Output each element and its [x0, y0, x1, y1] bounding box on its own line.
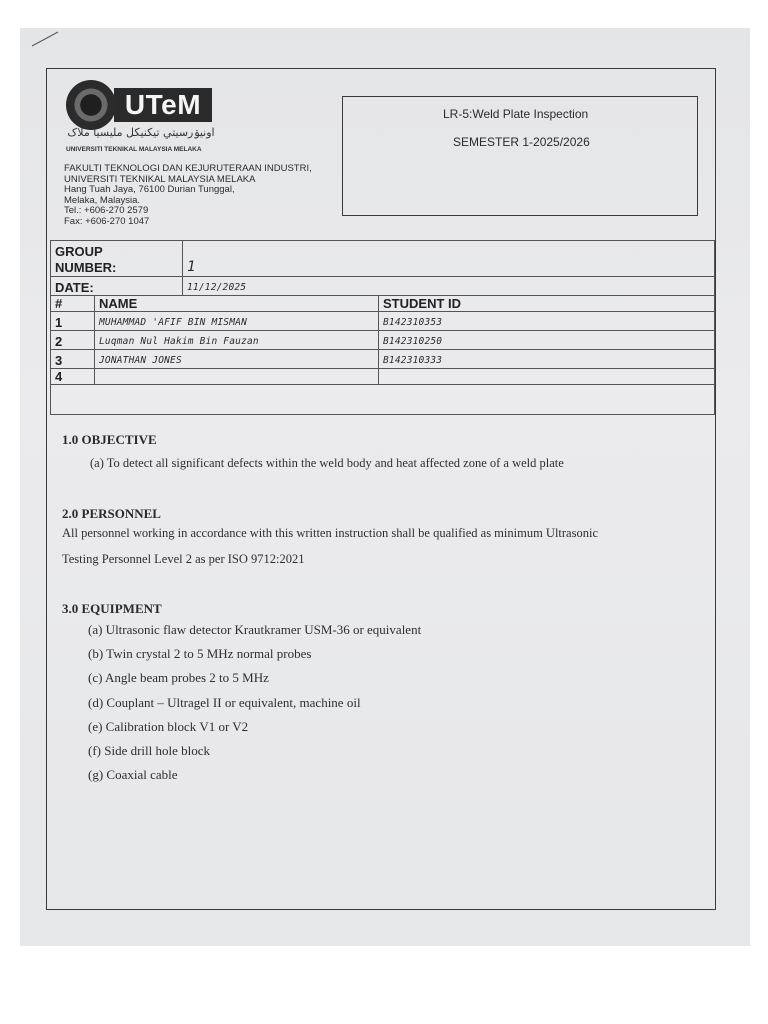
report-semester: SEMESTER 1-2025/2026	[453, 135, 590, 149]
column-header-number: #	[51, 296, 95, 312]
faculty-name: FAKULTI TEKNOLOGI DAN KEJURUTERAAN INDUSTRI,	[64, 163, 312, 174]
member-student-id: B142310250	[383, 336, 443, 347]
member-student-id: B142310333	[383, 355, 443, 366]
list-item: (b) Twin crystal 2 to 5 MHz normal probes	[88, 646, 312, 662]
equipment-list	[88, 622, 421, 791]
member-student-id: B142310353	[383, 317, 443, 328]
address-line-2: Melaka, Malaysia.	[64, 194, 141, 206]
member-name-cell	[95, 312, 379, 331]
group-info-table	[50, 240, 715, 415]
member-id-cell	[379, 312, 715, 331]
member-number: 3	[51, 350, 95, 369]
member-name-cell	[95, 350, 379, 369]
member-name-cell	[95, 369, 379, 385]
university-name: UNIVERSITI TEKNIKAL MALAYSIA MELAKA	[64, 173, 256, 185]
group-label-line-1: GROUP	[55, 244, 103, 259]
member-id-cell	[379, 350, 715, 369]
member-id-cell	[379, 331, 715, 350]
table-row	[51, 369, 715, 385]
logo-subtitle: UNIVERSITI TEKNIKAL MALAYSIA MELAKA	[66, 146, 202, 153]
report-title: LR-5:Weld Plate Inspection	[443, 107, 589, 121]
member-number: 1	[51, 312, 95, 331]
date-row	[51, 277, 715, 296]
report-title-box	[342, 96, 698, 216]
group-label-line-2: NUMBER:	[55, 260, 117, 275]
group-number-value: 1	[187, 259, 196, 275]
address-line-1: Hang Tuah Jaya, 76100 Durian Tunggal,	[64, 184, 235, 195]
member-number: 2	[51, 331, 95, 350]
logo-jawi-text: اونيۏرسيتي تيکنيکل مليسيا ملاک	[67, 126, 215, 139]
table-row	[51, 331, 715, 350]
list-item: (g) Coaxial cable	[88, 767, 178, 783]
group-number-cell	[183, 241, 715, 277]
university-seal-icon	[66, 80, 116, 130]
date-cell	[183, 277, 715, 296]
member-name: JONATHAN JONES	[99, 355, 182, 366]
equipment-heading: 3.0 EQUIPMENT	[62, 601, 162, 616]
fax: Fax: +606-270 1047	[64, 215, 150, 227]
telephone: Tel.: +606-270 2579	[64, 205, 149, 216]
column-header-student-id: STUDENT ID	[379, 296, 715, 312]
table-row	[51, 312, 715, 331]
paper-corner-mark	[30, 30, 60, 48]
objective-item: (a) To detect all significant defects within the weld body and heat affected zone of a weld plate	[90, 456, 564, 470]
list-item: (a) Ultrasonic flaw detector Krautkramer USM-36 or equivalent	[88, 622, 422, 637]
member-name: MUHAMMAD 'AFIF BIN MISMAN	[99, 317, 247, 328]
member-name-cell	[95, 331, 379, 350]
personnel-line-2: Testing Personnel Level 2 as per ISO 9712:2021	[62, 552, 305, 566]
table-spacer-row	[51, 385, 715, 415]
utem-logo	[66, 78, 226, 158]
faculty-address	[64, 164, 344, 227]
list-item: (c) Angle beam probes 2 to 5 MHz	[88, 670, 269, 686]
member-header-row	[51, 296, 715, 312]
list-item: (d) Couplant – Ultragel II or equivalent, machine oil	[88, 694, 361, 710]
member-name: Luqman Nul Hakim Bin Fauzan	[99, 336, 259, 347]
empty-cell	[51, 385, 715, 415]
list-item: (f) Side drill hole block	[88, 742, 211, 758]
member-number: 4	[51, 369, 95, 385]
objective-heading: 1.0 OBJECTIVE	[62, 432, 157, 447]
table-row	[51, 350, 715, 369]
personnel-heading: 2.0 PERSONNEL	[62, 506, 161, 521]
group-number-row	[51, 241, 715, 277]
group-label	[51, 241, 183, 277]
column-header-name: NAME	[95, 296, 379, 312]
list-item: (e) Calibration block V1 or V2	[88, 718, 249, 734]
member-id-cell	[379, 369, 715, 385]
date-label: DATE:	[51, 277, 183, 296]
date-value: 11/12/2025	[187, 282, 247, 293]
logo-wordmark: UTeM	[114, 88, 212, 122]
personnel-line-1: All personnel working in accordance with this written instruction shall be qualified as minimum Ultrasonic	[62, 526, 598, 540]
